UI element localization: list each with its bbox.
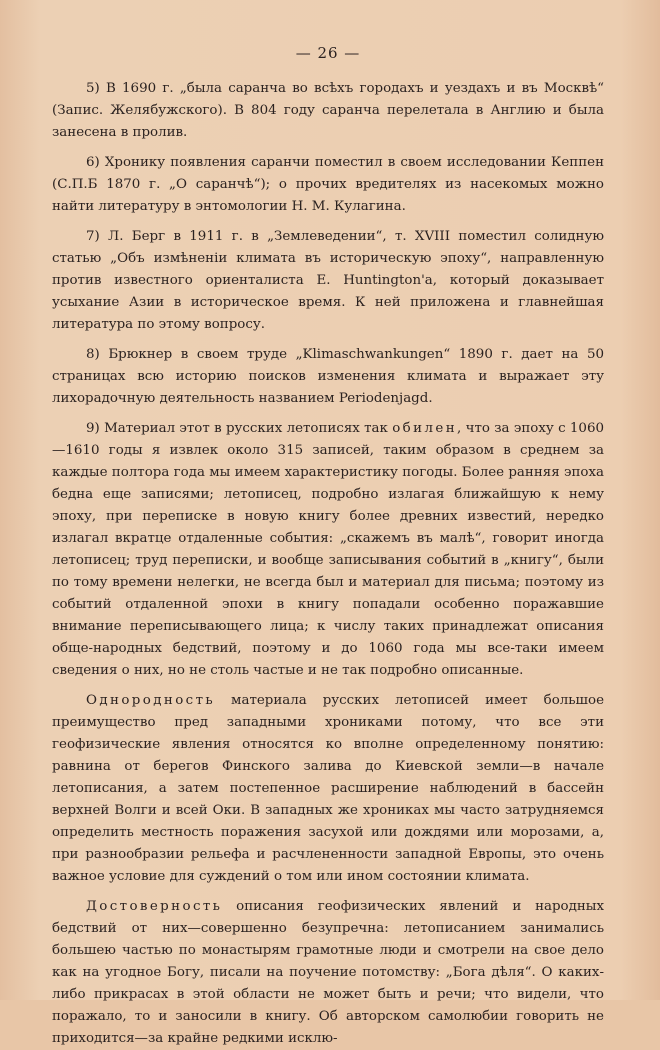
paragraph-text: 5) В 1690 г. „была саранча во всѣхъ городахъ и уездахъ и въ Москвѣ“ (Запис. Желябужского). В 804 году саранча перелетала в Англию и была занесена в пролив. [52,81,604,140]
paragraph-7 [52,226,604,336]
emphasized-word: Достоверность [86,899,223,914]
emphasized-word: обилен [392,421,458,436]
paragraph-9 [52,418,604,682]
paragraph-text: материала русских летописей имеет большое преимущество пред западными хрониками потому, что все эти геофизические явления относятся ко вполне определенному понятию: равнина от берегов Финского залива до Киевской земли—в начале летописания, а затем постепенное расширение наблюдений в бассейн верхней Волги и всей Оки. В западных же хрониках мы часто затрудняемся определить местность поражения засухой или дождями или морозами, а, при разнообразии рельефа и расчлененности западной Европы, это очень важное условие для суждений о том или ином состоянии климата. [52,693,604,884]
emphasized-word: Однородность [86,693,216,708]
paragraph-6 [52,152,604,218]
paragraph-text: , что за эпоху с 1060—1610 годы я извлек около 315 записей, таким образом в среднем за каждые полтора года мы имеем характеристику погоды. Более ранняя эпоха бедна еще записями; летописец, подробно излагая ближайшую к нему эпоху, при переписке в новую книгу более древних известий, нередко излагал вкратце отдаленные события: „скажемъ въ малѣ“, говорит иногда летописец; труд переписки, и вообще записывания событий в „книгу“, были по тому времени нелегки, не всегда был и материал для письма; поэтому из событий отдаленной эпохи в книгу попадали особенно поражавшие внимание переписывающего лица; к числу таких принадлежат описания обще-народных бедствий, поэтому и до 1060 года мы все-таки имеем сведения о них, но не столь частые и не так подробно описанные. [52,421,604,678]
paragraph-lead: 9) Материал этот в русских летописях так [86,421,393,436]
paragraph-text: 8) Брюкнер в своем труде „Klimaschwankungen“ 1890 г. дает на 50 страницах всю историю поисков изменения климата и выражает эту лихорадочную деятельность названием Periodenjagd. [52,347,604,406]
paragraph-reliability [52,896,604,1050]
paragraph-5 [52,78,604,144]
paragraph-text: описания геофизических явлений и народных бедствий от них—совершенно безупречна: летописанием занимались большею частью по монастырям грамотные люди и смотрели на свое дело как на угодное Богу, писали на поучение потомству: „Бога дѣля“. О каких-либо прикрасах в этой области не может быть и речи; что видели, что поражало, то и заносили в книгу. Об авторском самолюбии говорить не приходится—за крайне редкими исклю- [52,899,604,1046]
paragraph-8 [52,344,604,410]
paragraph-text: 6) Хронику появления саранчи поместил в своем исследовании Кеппен (С.П.Б 1870 г. „О саранчѣ“); о прочих вредителях из насекомых можно найти литературу в энтомологии Н. М. Кулагина. [52,155,604,214]
paragraph-homogeneity [52,690,604,888]
page-number: — 26 — [295,44,361,62]
paragraph-text: 7) Л. Берг в 1911 г. в „Землеведении“, т. XVIII поместил солидную статью „Объ измѣненіи климата въ историческую эпоху“, направленную против известного ориенталиста Е. Huntington'а, который доказывает усыхание Азии в историческое время. К ней приложена и главнейшая литература по этому вопросу. [52,229,604,332]
